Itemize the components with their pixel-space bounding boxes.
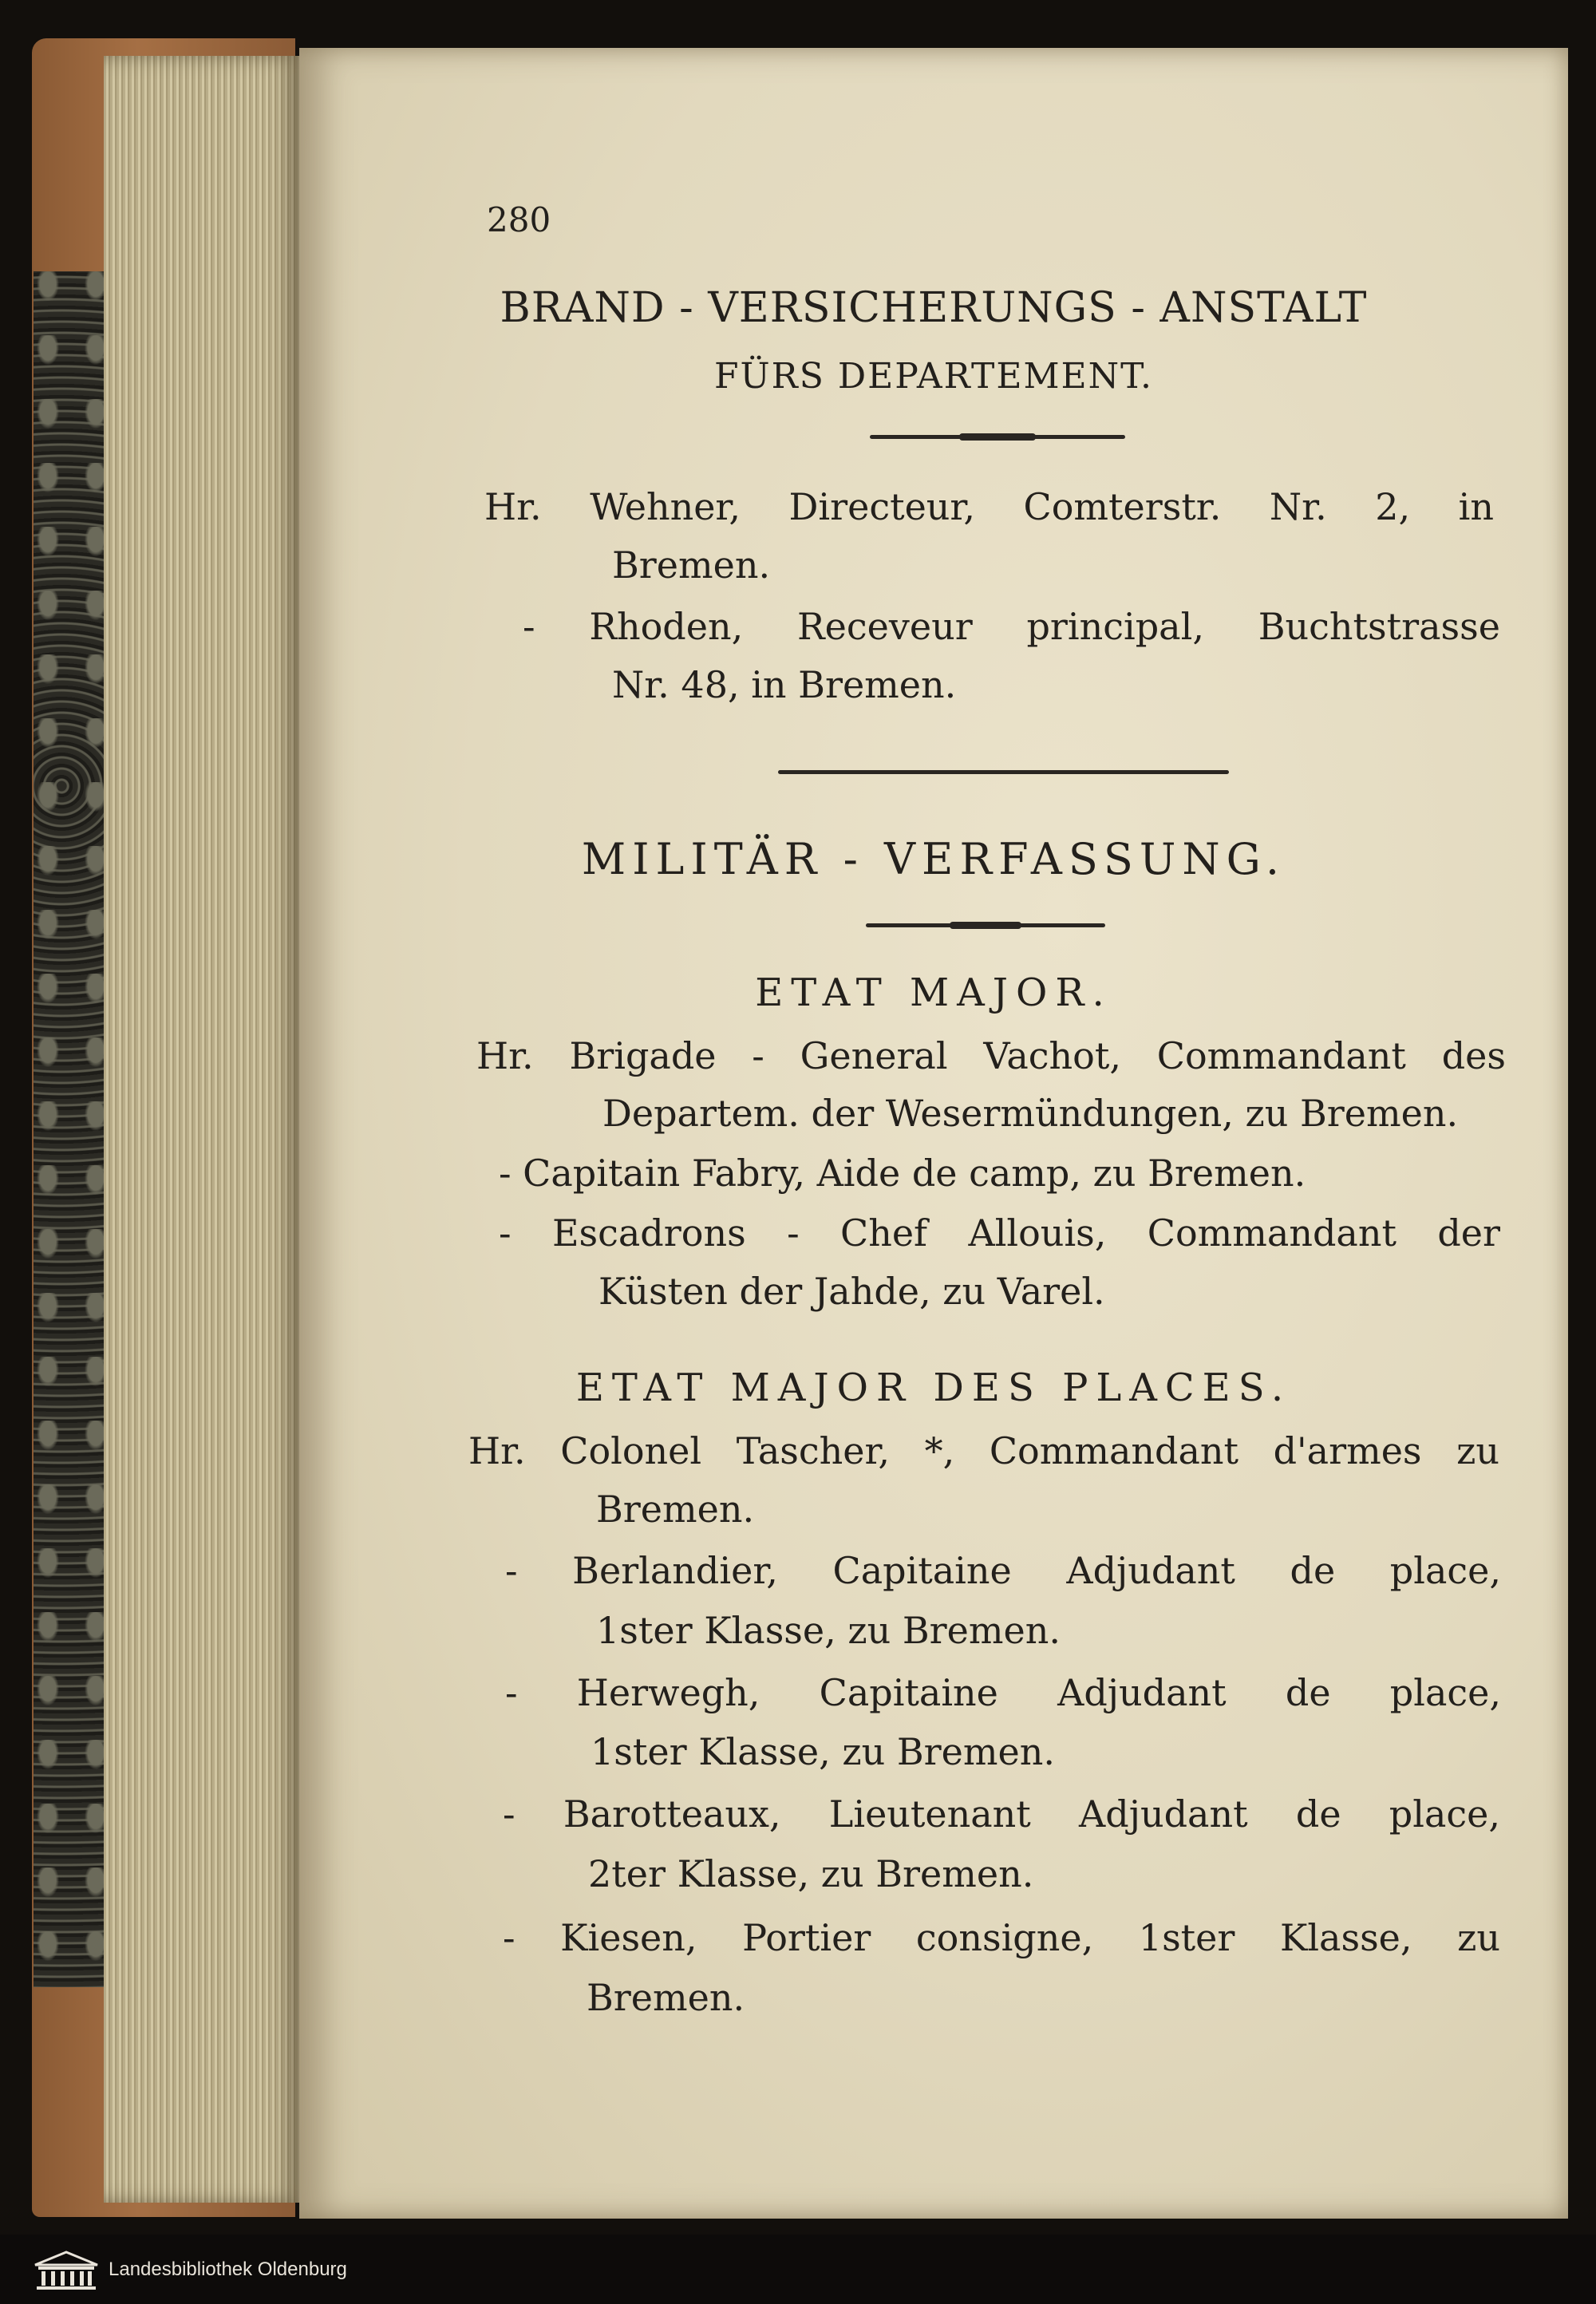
page-number: 280 <box>487 200 551 239</box>
section-rule <box>870 435 1125 439</box>
entry-tascher-line1: Hr. Colonel Tascher, *, Commandant d'armes zu <box>468 1429 1499 1472</box>
page-edges <box>104 56 303 2203</box>
page-text <box>299 48 1568 2219</box>
library-name: Landesbibliothek Oldenburg <box>109 2259 347 2280</box>
entry-wehner-line1: Hr. Wehner, Directeur, Comterstr. Nr. 2, in <box>484 485 1494 528</box>
entry-berlandier-line1: - Berlandier, Capitaine Adjudant de place, <box>505 1549 1501 1592</box>
section-divider <box>778 770 1229 774</box>
entry-vachot-line1: Hr. Brigade - General Vachot, Commandant des <box>476 1034 1506 1077</box>
etat-major-heading: ETAT MAJOR. <box>755 970 1112 1015</box>
etat-major-des-places-heading: ETAT MAJOR DES PLACES. <box>575 1365 1292 1410</box>
library-building-icon <box>32 2249 101 2290</box>
entry-herwegh-line2: 1ster Klasse, zu Bremen. <box>591 1730 1055 1773</box>
entry-kiesen-line2: Bremen. <box>587 1976 745 2019</box>
entry-rhoden-line1: - Rhoden, Receveur principal, Buchtstrasse <box>523 605 1500 648</box>
entry-herwegh-line1: - Herwegh, Capitaine Adjudant de place, <box>505 1671 1501 1714</box>
entry-barotteaux-line1: - Barotteaux, Lieutenant Adjudant de place, <box>503 1792 1500 1836</box>
book-page <box>299 48 1568 2219</box>
brand-section-subtitle: FÜRS DEPARTEMENT. <box>714 356 1153 397</box>
entry-kiesen-line1: - Kiesen, Portier consigne, 1ster Klasse, zu <box>503 1916 1500 1959</box>
entry-tascher-line2: Bremen. <box>596 1488 755 1531</box>
entry-berlandier-line2: 1ster Klasse, zu Bremen. <box>596 1609 1061 1652</box>
entry-vachot-line2: Departem. der Wesermündungen, zu Bremen. <box>602 1092 1459 1135</box>
footer-bar <box>0 2235 1596 2304</box>
military-section-title: MILITÄR - VERFASSUNG. <box>581 834 1286 884</box>
entry-fabry-line1: - Capitain Fabry, Aide de camp, zu Bremen. <box>499 1152 1306 1195</box>
entry-allouis-line1: - Escadrons - Chef Allouis, Commandant der <box>499 1211 1500 1255</box>
entry-rhoden-line2: Nr. 48, in Bremen. <box>612 663 957 706</box>
entry-wehner-line2: Bremen. <box>612 543 771 587</box>
entry-allouis-line2: Küsten der Jahde, zu Varel. <box>598 1270 1105 1313</box>
marbled-endpaper <box>34 271 104 1987</box>
brand-section-title: BRAND - VERSICHERUNGS - ANSTALT <box>500 284 1368 332</box>
section-rule <box>866 923 1105 927</box>
entry-barotteaux-line2: 2ter Klasse, zu Bremen. <box>588 1852 1034 1895</box>
